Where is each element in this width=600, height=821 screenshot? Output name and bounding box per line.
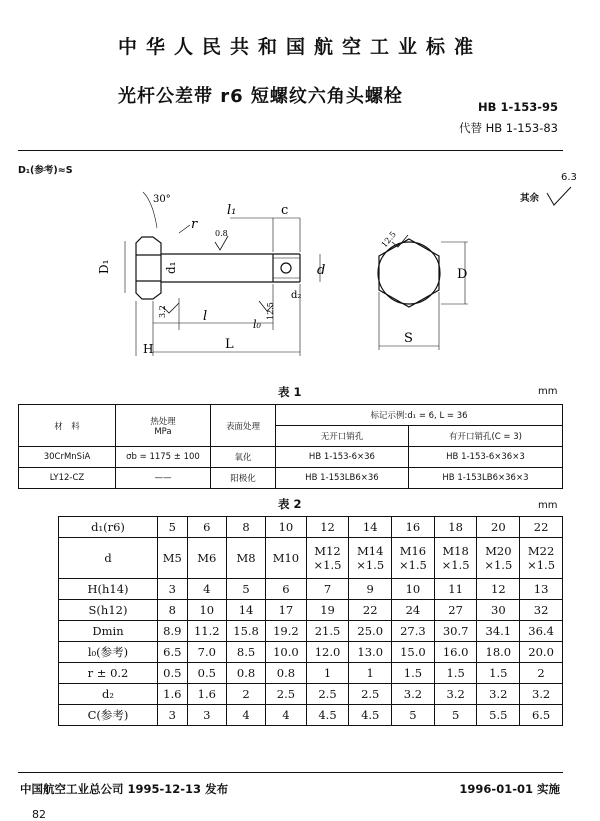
standard-header-title: 中华人民共和国航空工业标准 (117, 36, 482, 58)
t2-cell: M12 ×1.5 (306, 538, 349, 579)
t2-cell: 14 (226, 600, 265, 621)
t2-cell: 5 (226, 579, 265, 600)
dim-r: r (191, 217, 198, 232)
t2-cell: 8.9 (158, 621, 188, 642)
dim-c: c (281, 203, 289, 218)
t1-header-hole: 有开口销孔(C = 3) (408, 426, 562, 447)
t2-cell: 1 (306, 663, 349, 684)
t2-cell: 1.5 (477, 663, 520, 684)
t2-cell: 32 (520, 600, 563, 621)
t2-cell: 8 (158, 600, 188, 621)
t2-cell: 2.5 (349, 684, 392, 705)
table-row (19, 447, 563, 468)
t2-cell: 8.5 (226, 642, 265, 663)
t2-cell: 10 (392, 579, 435, 600)
t2-cell: 14 (349, 517, 392, 538)
t2-cell: 21.5 (306, 621, 349, 642)
t2-cell: 5 (158, 517, 188, 538)
t1-cell: —— (116, 468, 211, 489)
t2-cell: 11.2 (187, 621, 226, 642)
t1-cell: 30CrMnSiA (19, 447, 116, 468)
t2-cell: 7.0 (187, 642, 226, 663)
t1-cell: 阳极化 (211, 468, 276, 489)
t1-header-material: 材 料 (19, 405, 116, 447)
d1-reference-note: D₁(参考)≈S (18, 165, 73, 176)
t1-cell: HB 1-153LB6×36×3 (408, 468, 562, 489)
t2-cell: 5 (392, 705, 435, 726)
t2-cell: 12.0 (306, 642, 349, 663)
t2-cell: 6 (187, 517, 226, 538)
t2-cell: 15.8 (226, 621, 265, 642)
t2-cell: 4 (266, 705, 306, 726)
rough-shank: 0.8 (215, 229, 228, 238)
t2-cell: 16.0 (434, 642, 477, 663)
bolt-head-outline (136, 237, 161, 299)
t2-row-label: r ± 0.2 (59, 663, 158, 684)
t2-row-label: H(h14) (59, 579, 158, 600)
table-row (59, 705, 563, 726)
t1-header-surface: 表面处理 (211, 405, 276, 447)
document-title: 光杆公差带 r6 短螺纹六角头螺栓 (118, 86, 403, 107)
dim-d: d (317, 263, 325, 278)
t2-cell: 0.8 (226, 663, 265, 684)
t2-cell: 10.0 (266, 642, 306, 663)
table-row (59, 642, 563, 663)
effective-date: 1996-01-01 实施 (459, 782, 560, 796)
t2-cell: 4.5 (306, 705, 349, 726)
t2-cell: 3 (158, 579, 188, 600)
t2-cell: M6 (187, 538, 226, 579)
t2-cell: M20 ×1.5 (477, 538, 520, 579)
replaces-standard: 代替 HB 1-153-83 (458, 121, 558, 135)
dim-d1: d₁ (164, 261, 178, 274)
t2-cell: 3 (158, 705, 188, 726)
t2-cell: 3.2 (477, 684, 520, 705)
t2-cell: M22 ×1.5 (520, 538, 563, 579)
t2-cell: 12 (306, 517, 349, 538)
t2-cell: M5 (158, 538, 188, 579)
t2-cell: 34.1 (477, 621, 520, 642)
t2-row-label: d (59, 538, 158, 579)
t2-cell: 22 (349, 600, 392, 621)
bolt-end-view-drawing (360, 212, 475, 352)
t2-cell: 2 (226, 684, 265, 705)
table-row (59, 538, 563, 579)
table-row (59, 579, 563, 600)
t2-cell: M14 ×1.5 (349, 538, 392, 579)
table-row (59, 517, 563, 538)
dim-S: S (404, 331, 413, 346)
standard-number: HB 1-153-95 (478, 100, 558, 114)
table-row (59, 600, 563, 621)
table-row (59, 684, 563, 705)
t1-header-no-hole: 无开口销孔 (276, 426, 409, 447)
t2-cell: 13 (520, 579, 563, 600)
t2-cell: 19 (306, 600, 349, 621)
t2-cell: 10 (266, 517, 306, 538)
dim-l: l (203, 309, 208, 324)
roughness-rest-value: 6.3 (561, 172, 577, 183)
t1-header-heat: 热处理 MPa (116, 405, 211, 447)
top-rule (18, 150, 563, 151)
t2-cell: 18.0 (477, 642, 520, 663)
table2-dimensions (58, 516, 563, 726)
t2-cell: 3.2 (434, 684, 477, 705)
t2-cell: 6.5 (520, 705, 563, 726)
table-row (59, 663, 563, 684)
t2-cell: 5.5 (477, 705, 520, 726)
table-row (59, 621, 563, 642)
dim-L: L (225, 337, 234, 352)
t2-cell: 4.5 (349, 705, 392, 726)
end-roughness: 12.5 (379, 229, 398, 250)
t1-cell: LY12-CZ (19, 468, 116, 489)
t2-cell: 5 (434, 705, 477, 726)
t2-row-label: d₁(r6) (59, 517, 158, 538)
t2-cell: 2.5 (306, 684, 349, 705)
t2-cell: 1.5 (434, 663, 477, 684)
t2-cell: 0.5 (158, 663, 188, 684)
bolt-side-view-drawing (95, 180, 325, 360)
dim-l1: l₁ (227, 203, 237, 218)
table2-unit: mm (538, 500, 558, 511)
table1-unit: mm (538, 386, 558, 397)
t1-cell: σb = 1175 ± 100 (116, 447, 211, 468)
t1-cell: HB 1-153LB6×36 (276, 468, 409, 489)
t1-cell: HB 1-153-6×36×3 (408, 447, 562, 468)
t2-cell: 7 (306, 579, 349, 600)
dim-l0: l₀ (253, 318, 261, 331)
t2-cell: 13.0 (349, 642, 392, 663)
dim-D1: D₁ (97, 259, 111, 274)
t2-cell: 30.7 (434, 621, 477, 642)
t2-cell: 25.0 (349, 621, 392, 642)
t2-cell: 9 (349, 579, 392, 600)
t2-cell: 0.5 (187, 663, 226, 684)
t2-cell: 10 (187, 600, 226, 621)
roughness-symbol-icon (545, 185, 575, 207)
t2-cell: M18 ×1.5 (434, 538, 477, 579)
hexagon-outline (379, 239, 439, 307)
t2-cell: 15.0 (392, 642, 435, 663)
t2-cell: M10 (266, 538, 306, 579)
dim-H: H (143, 342, 154, 356)
bottom-rule (18, 772, 563, 773)
t2-row-label: d₂ (59, 684, 158, 705)
roughness-rest-label: 其余 (520, 193, 540, 204)
issue-info: 中国航空工业总公司 1995-12-13 发布 (20, 782, 229, 796)
t2-cell: 20.0 (520, 642, 563, 663)
t1-header-example: 标记示例:d₁ = 6, L = 36 (276, 405, 563, 426)
t2-cell: 11 (434, 579, 477, 600)
t2-cell: 18 (434, 517, 477, 538)
t2-cell: 1.6 (187, 684, 226, 705)
t2-cell: 6.5 (158, 642, 188, 663)
t2-cell: 1 (349, 663, 392, 684)
table1-materials (18, 404, 563, 489)
t2-cell: 27.3 (392, 621, 435, 642)
rough-face: 3.2 (158, 305, 167, 318)
t2-cell: M8 (226, 538, 265, 579)
t2-cell: 12 (477, 579, 520, 600)
dim-D: D (457, 267, 468, 282)
hexagon-chamfer-circle (378, 242, 440, 304)
t2-row-label: Dmin (59, 621, 158, 642)
t2-row-label: C(参考) (59, 705, 158, 726)
t2-cell: 20 (477, 517, 520, 538)
t2-cell: 17 (266, 600, 306, 621)
t2-cell: 2 (520, 663, 563, 684)
t2-cell: 4 (226, 705, 265, 726)
t2-cell: 16 (392, 517, 435, 538)
t2-cell: 24 (392, 600, 435, 621)
t2-cell: 36.4 (520, 621, 563, 642)
t1-cell: HB 1-153-6×36 (276, 447, 409, 468)
t2-cell: 3.2 (520, 684, 563, 705)
table2-caption: 表 2 (278, 497, 302, 511)
t2-cell: 3.2 (392, 684, 435, 705)
t2-cell: 2.5 (266, 684, 306, 705)
t2-cell: 1.5 (392, 663, 435, 684)
t2-cell: 19.2 (266, 621, 306, 642)
t2-cell: M16 ×1.5 (392, 538, 435, 579)
dim-d2: d₂ (291, 290, 302, 301)
page-number: 82 (32, 808, 46, 821)
t2-cell: 1.6 (158, 684, 188, 705)
rough-thread: 12.5 (266, 302, 275, 320)
t2-row-label: S(h12) (59, 600, 158, 621)
t1-cell: 氧化 (211, 447, 276, 468)
t2-row-label: l₀(参考) (59, 642, 158, 663)
table-row (19, 468, 563, 489)
dim-angle: 30° (153, 194, 171, 205)
t2-cell: 4 (187, 579, 226, 600)
t2-cell: 27 (434, 600, 477, 621)
t2-cell: 3 (187, 705, 226, 726)
t2-cell: 0.8 (266, 663, 306, 684)
t2-cell: 6 (266, 579, 306, 600)
table1-caption: 表 1 (278, 385, 302, 399)
t2-cell: 8 (226, 517, 265, 538)
t2-cell: 30 (477, 600, 520, 621)
t2-cell: 22 (520, 517, 563, 538)
